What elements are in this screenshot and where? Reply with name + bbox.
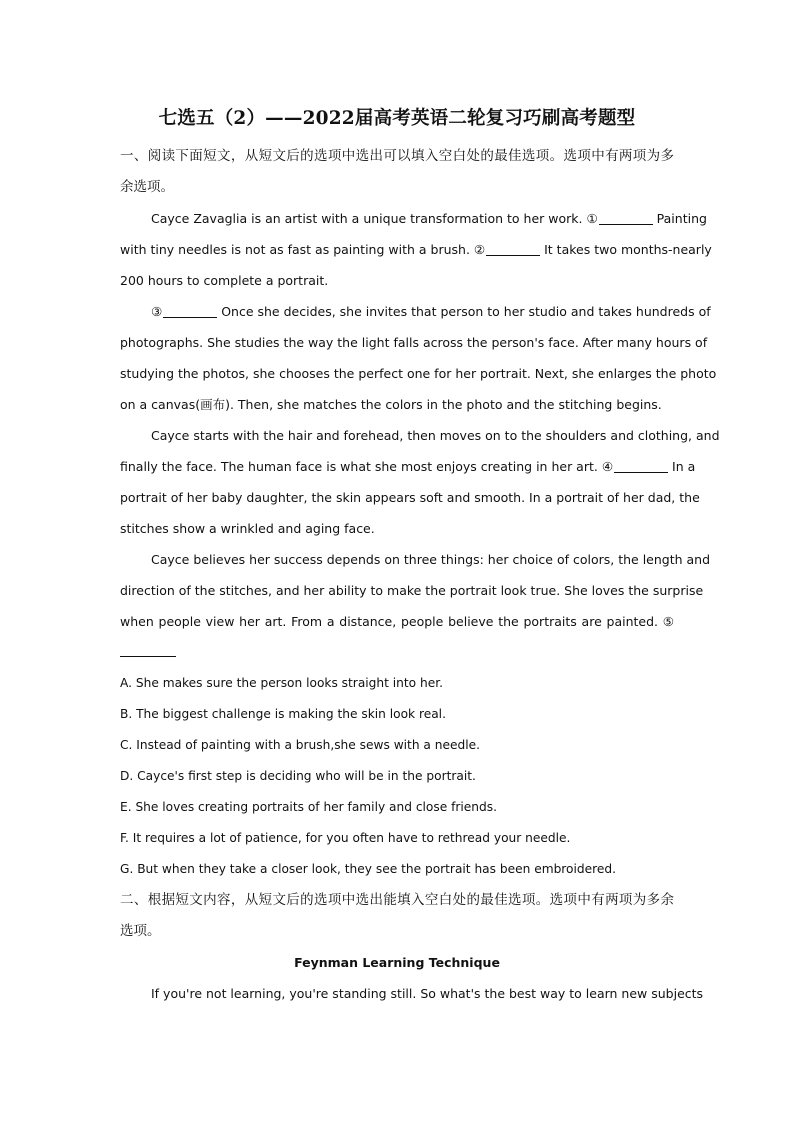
blank-4[interactable] (614, 459, 668, 473)
passage-paragraph-1-line3: 200 hours to complete a portrait. (120, 273, 329, 288)
option-f: F. It requires a lot of patience, for you often have to rethread your needle. (120, 831, 571, 845)
blank-3-marker: ③ (151, 304, 163, 319)
passage-paragraph-2-line2: photographs. She studies the way the light falls across the person's face. After many hours of (120, 335, 708, 350)
passage-paragraph-4: Cayce believes her success depends on three things: her choice of colors, the length and (151, 552, 711, 567)
blank-2[interactable] (486, 242, 540, 256)
passage-paragraph-3-line2 (120, 451, 696, 482)
paragraph-text: It takes two months-nearly (544, 242, 712, 257)
passage-paragraph-1 (120, 203, 707, 234)
option-e: E. She loves creating portraits of her family and close friends. (120, 800, 497, 814)
passage-paragraph-2-line3: studying the photos, she chooses the perfect one for her portrait. Next, she enlarges the photo (120, 366, 717, 381)
section2-paragraph-1: If you're not learning, you're standing still. So what's the best way to learn new subjects (151, 986, 704, 1001)
passage-paragraph-3-line3: portrait of her baby daughter, the skin appears soft and smooth. In a portrait of her dad, the (120, 490, 700, 505)
section2-heading: Feynman Learning Technique (294, 955, 500, 970)
paragraph-text: Once she decides, she invites that person to her studio and takes hundreds of (221, 304, 711, 319)
passage-paragraph-1-line2 (120, 234, 712, 265)
blank-2-marker: ② (473, 242, 486, 257)
blank-1[interactable] (599, 211, 653, 225)
passage-paragraph-3-line4: stitches show a wrinkled and aging face. (120, 521, 375, 536)
paragraph-text: Cayce Zavaglia is an artist with a unique transformation to her work. (151, 211, 583, 226)
blank-5[interactable] (120, 638, 176, 657)
passage-paragraph-4-line2: direction of the stitches, and her ability to make the portrait look true. She loves the surprise (120, 583, 704, 598)
blank-5-line (120, 637, 674, 668)
paragraph-text: In a (672, 459, 696, 474)
passage-paragraph-4-line3 (120, 606, 674, 637)
paragraph-text: Painting (656, 211, 707, 226)
passage-paragraph-2-line4: on a canvas(画布). Then, she matches the colors in the photo and the stitching begins. (120, 397, 662, 412)
paragraph-text: finally the face. The human face is what she most enjoys creating in her art. (120, 459, 598, 474)
section1-instruction-line2: 余选项。 (120, 179, 174, 195)
option-a: A. She makes sure the person looks straight into her. (120, 676, 443, 690)
blank-5-marker: ⑤ (662, 614, 674, 629)
option-g: G. But when they take a closer look, they see the portrait has been embroidered. (120, 862, 616, 876)
paragraph-text: when people view her art. From a distance, people believe the portraits are painted. (120, 614, 659, 629)
option-b: B. The biggest challenge is making the skin look real. (120, 707, 446, 721)
section2-instruction-line2: 选项。 (120, 923, 161, 939)
blank-4-marker: ④ (601, 459, 614, 474)
option-d: D. Cayce's first step is deciding who will be in the portrait. (120, 769, 476, 783)
passage-paragraph-3: Cayce starts with the hair and forehead, then moves on to the shoulders and clothing, and (151, 428, 720, 443)
blank-1-marker: ① (586, 211, 598, 226)
section1-instruction-line1: 一、阅读下面短文，从短文后的选项中选出可以填入空白处的最佳选项。选项中有两项为多 (120, 148, 674, 164)
section2-instruction-line1: 二、根据短文内容，从短文后的选项中选出能填入空白处的最佳选项。选项中有两项为多余 (120, 892, 674, 908)
option-c: C. Instead of painting with a brush,she sews with a needle. (120, 738, 480, 752)
paragraph-text: with tiny needles is not as fast as painting with a brush. (120, 242, 470, 257)
blank-3[interactable] (163, 304, 217, 318)
document-body (120, 141, 720, 1009)
passage-paragraph-2 (120, 296, 711, 327)
page-title: 七选五（2）——2022届高考英语二轮复习巧刷高考题型 (158, 108, 636, 129)
